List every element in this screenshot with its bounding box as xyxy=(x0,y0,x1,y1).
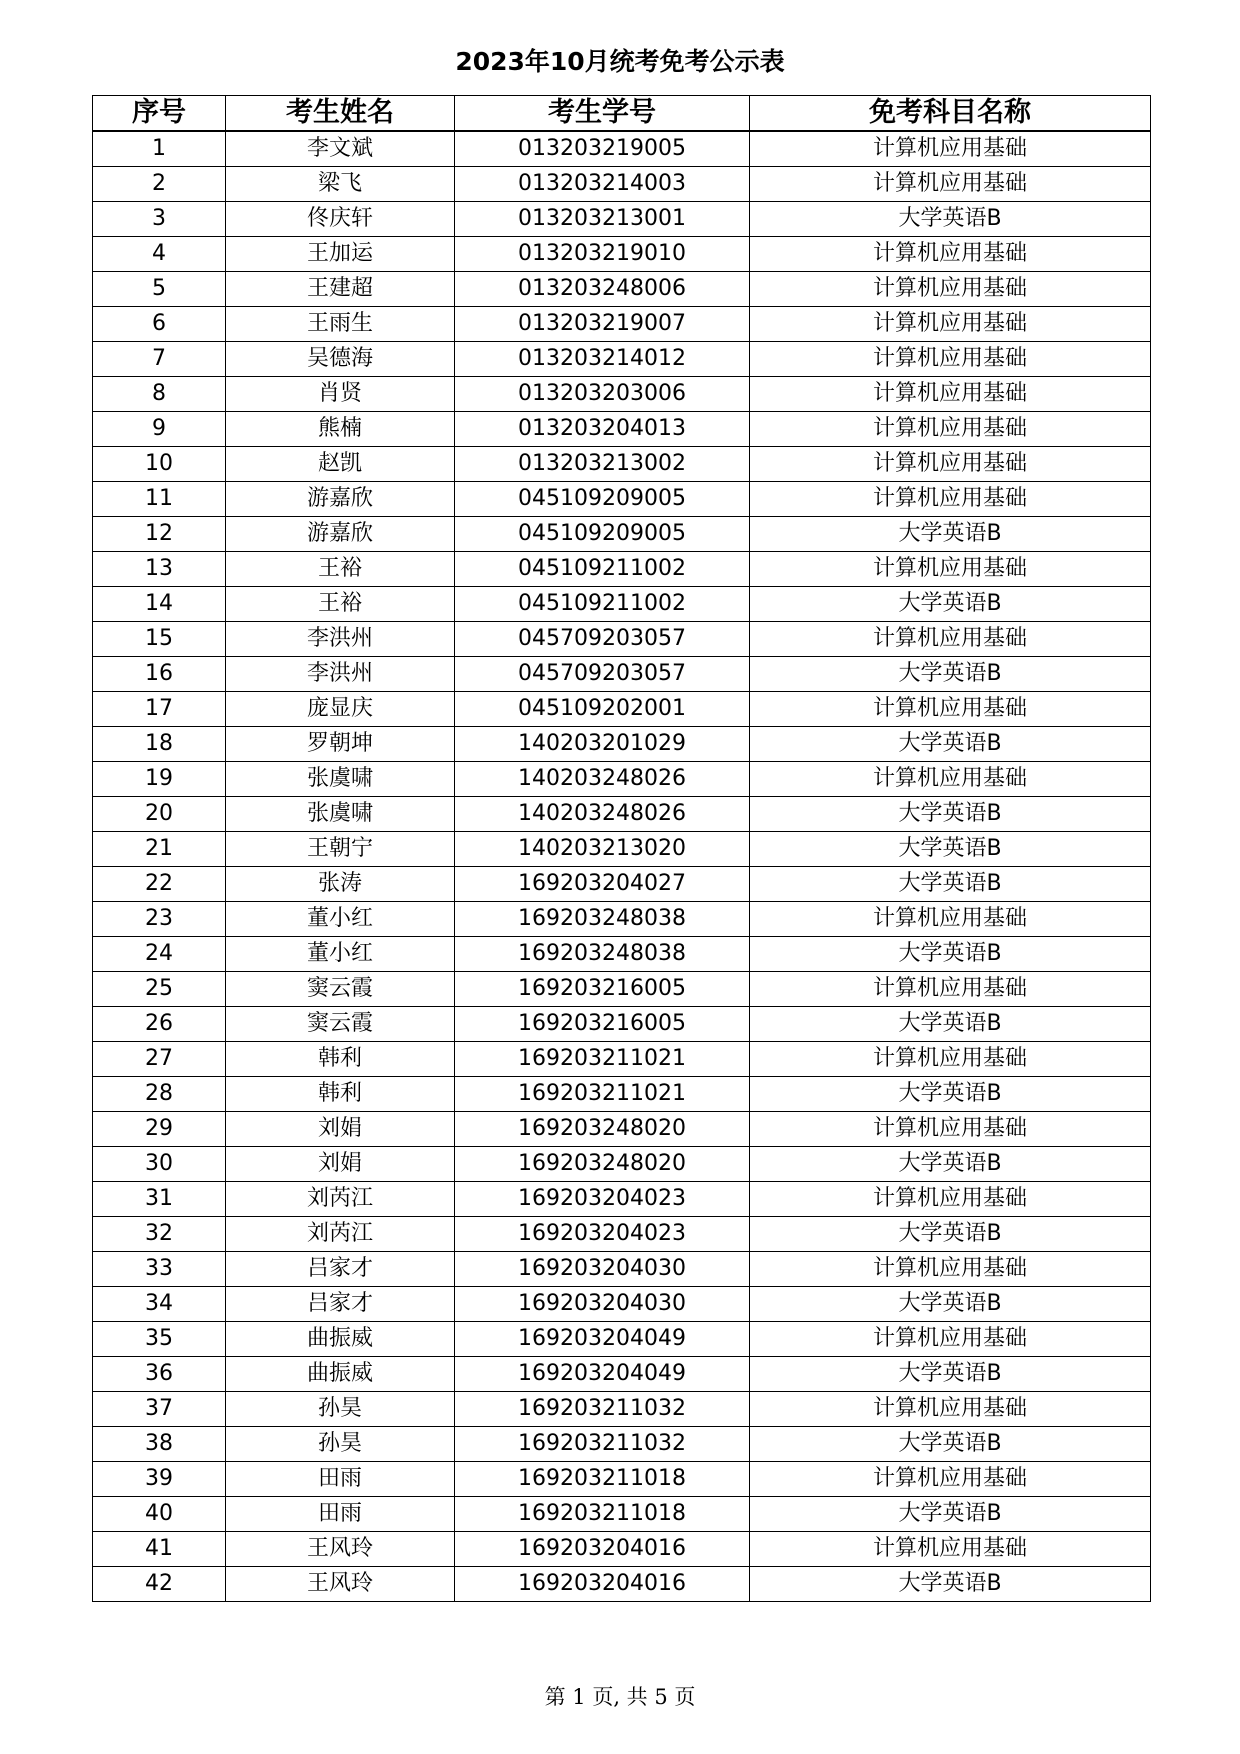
cell-subject: 计算机应用基础 xyxy=(750,342,1151,377)
cell-student-id: 169203204016 xyxy=(455,1567,750,1602)
table-row xyxy=(93,1042,1151,1077)
cell-seq: 6 xyxy=(93,307,226,342)
cell-seq: 4 xyxy=(93,237,226,272)
cell-student-id: 169203204023 xyxy=(455,1182,750,1217)
cell-name: 张虞啸 xyxy=(226,797,455,832)
cell-name: 韩利 xyxy=(226,1042,455,1077)
cell-subject: 大学英语B xyxy=(750,1427,1151,1462)
cell-seq: 10 xyxy=(93,447,226,482)
table-row xyxy=(93,1322,1151,1357)
cell-student-id: 169203216005 xyxy=(455,972,750,1007)
table-row xyxy=(93,937,1151,972)
cell-student-id: 140203201029 xyxy=(455,727,750,762)
cell-student-id: 013203213002 xyxy=(455,447,750,482)
cell-name: 吕家才 xyxy=(226,1252,455,1287)
table-row xyxy=(93,447,1151,482)
cell-student-id: 045109211002 xyxy=(455,587,750,622)
header-name: 考生姓名 xyxy=(226,96,455,132)
cell-subject: 计算机应用基础 xyxy=(750,1182,1151,1217)
cell-seq: 14 xyxy=(93,587,226,622)
cell-seq: 7 xyxy=(93,342,226,377)
cell-subject: 大学英语B xyxy=(750,797,1151,832)
cell-seq: 37 xyxy=(93,1392,226,1427)
header-seq: 序号 xyxy=(93,96,226,132)
cell-student-id: 013203219007 xyxy=(455,307,750,342)
cell-name: 王裕 xyxy=(226,587,455,622)
cell-name: 吕家才 xyxy=(226,1287,455,1322)
cell-student-id: 169203211018 xyxy=(455,1462,750,1497)
cell-subject: 大学英语B xyxy=(750,832,1151,867)
table-row xyxy=(93,902,1151,937)
cell-seq: 35 xyxy=(93,1322,226,1357)
cell-subject: 计算机应用基础 xyxy=(750,482,1151,517)
cell-subject: 计算机应用基础 xyxy=(750,167,1151,202)
table-header-row xyxy=(93,96,1151,132)
table-row xyxy=(93,1077,1151,1112)
cell-student-id: 169203204030 xyxy=(455,1252,750,1287)
cell-subject: 大学英语B xyxy=(750,867,1151,902)
cell-subject: 计算机应用基础 xyxy=(750,1252,1151,1287)
cell-student-id: 169203204027 xyxy=(455,867,750,902)
cell-student-id: 045709203057 xyxy=(455,622,750,657)
cell-subject: 计算机应用基础 xyxy=(750,622,1151,657)
table-row xyxy=(93,797,1151,832)
cell-seq: 39 xyxy=(93,1462,226,1497)
cell-name: 熊楠 xyxy=(226,412,455,447)
cell-name: 张虞啸 xyxy=(226,762,455,797)
cell-name: 李洪州 xyxy=(226,657,455,692)
cell-seq: 18 xyxy=(93,727,226,762)
cell-seq: 28 xyxy=(93,1077,226,1112)
table-row xyxy=(93,587,1151,622)
cell-seq: 42 xyxy=(93,1567,226,1602)
cell-name: 游嘉欣 xyxy=(226,517,455,552)
cell-seq: 30 xyxy=(93,1147,226,1182)
table-row xyxy=(93,622,1151,657)
cell-seq: 36 xyxy=(93,1357,226,1392)
cell-name: 王加运 xyxy=(226,237,455,272)
cell-seq: 27 xyxy=(93,1042,226,1077)
table-row xyxy=(93,1112,1151,1147)
table-row xyxy=(93,272,1151,307)
cell-seq: 40 xyxy=(93,1497,226,1532)
page-number: 第 1 页, 共 5 页 xyxy=(544,1685,696,1709)
cell-student-id: 169203204016 xyxy=(455,1532,750,1567)
cell-subject: 计算机应用基础 xyxy=(750,972,1151,1007)
cell-subject: 计算机应用基础 xyxy=(750,131,1151,167)
table-row xyxy=(93,167,1151,202)
cell-student-id: 169203248038 xyxy=(455,902,750,937)
cell-student-id: 045109209005 xyxy=(455,517,750,552)
table-row xyxy=(93,412,1151,447)
cell-seq: 31 xyxy=(93,1182,226,1217)
cell-name: 王风玲 xyxy=(226,1532,455,1567)
cell-subject: 计算机应用基础 xyxy=(750,552,1151,587)
cell-seq: 25 xyxy=(93,972,226,1007)
cell-seq: 21 xyxy=(93,832,226,867)
cell-student-id: 169203211032 xyxy=(455,1392,750,1427)
cell-student-id: 169203204049 xyxy=(455,1322,750,1357)
cell-student-id: 169203248020 xyxy=(455,1112,750,1147)
cell-name: 张涛 xyxy=(226,867,455,902)
cell-student-id: 169203211018 xyxy=(455,1497,750,1532)
header-student-id: 考生学号 xyxy=(455,96,750,132)
table-row xyxy=(93,727,1151,762)
table-row xyxy=(93,657,1151,692)
cell-name: 孙昊 xyxy=(226,1392,455,1427)
cell-student-id: 013203219010 xyxy=(455,237,750,272)
cell-student-id: 045109209005 xyxy=(455,482,750,517)
cell-seq: 2 xyxy=(93,167,226,202)
cell-seq: 32 xyxy=(93,1217,226,1252)
cell-subject: 大学英语B xyxy=(750,587,1151,622)
cell-seq: 22 xyxy=(93,867,226,902)
table-row xyxy=(93,1567,1151,1602)
table-row xyxy=(93,131,1151,167)
cell-seq: 8 xyxy=(93,377,226,412)
cell-subject: 大学英语B xyxy=(750,1567,1151,1602)
cell-name: 王朝宁 xyxy=(226,832,455,867)
cell-student-id: 169203211021 xyxy=(455,1077,750,1112)
cell-seq: 9 xyxy=(93,412,226,447)
cell-subject: 计算机应用基础 xyxy=(750,1392,1151,1427)
cell-name: 王裕 xyxy=(226,552,455,587)
cell-subject: 大学英语B xyxy=(750,1077,1151,1112)
cell-subject: 大学英语B xyxy=(750,1147,1151,1182)
cell-seq: 16 xyxy=(93,657,226,692)
cell-subject: 计算机应用基础 xyxy=(750,762,1151,797)
cell-seq: 17 xyxy=(93,692,226,727)
cell-name: 李洪州 xyxy=(226,622,455,657)
cell-name: 董小红 xyxy=(226,902,455,937)
cell-seq: 34 xyxy=(93,1287,226,1322)
cell-subject: 大学英语B xyxy=(750,657,1151,692)
cell-seq: 33 xyxy=(93,1252,226,1287)
cell-student-id: 169203211032 xyxy=(455,1427,750,1462)
cell-student-id: 013203213001 xyxy=(455,202,750,237)
cell-student-id: 013203219005 xyxy=(455,131,750,167)
cell-seq: 26 xyxy=(93,1007,226,1042)
cell-student-id: 140203213020 xyxy=(455,832,750,867)
cell-name: 曲振威 xyxy=(226,1322,455,1357)
cell-name: 庞显庆 xyxy=(226,692,455,727)
cell-name: 韩利 xyxy=(226,1077,455,1112)
cell-student-id: 045709203057 xyxy=(455,657,750,692)
table-body xyxy=(93,131,1151,1602)
page-title: 2023年10月统考免考公示表 xyxy=(455,47,785,76)
cell-seq: 24 xyxy=(93,937,226,972)
cell-name: 窦云霞 xyxy=(226,972,455,1007)
table-row xyxy=(93,202,1151,237)
cell-subject: 计算机应用基础 xyxy=(750,1112,1151,1147)
table-row xyxy=(93,1007,1151,1042)
cell-subject: 大学英语B xyxy=(750,1287,1151,1322)
cell-seq: 29 xyxy=(93,1112,226,1147)
table-row xyxy=(93,307,1151,342)
table-row xyxy=(93,1532,1151,1567)
cell-name: 赵凯 xyxy=(226,447,455,482)
cell-student-id: 140203248026 xyxy=(455,797,750,832)
cell-subject: 计算机应用基础 xyxy=(750,1532,1151,1567)
cell-name: 吴德海 xyxy=(226,342,455,377)
table-row xyxy=(93,1217,1151,1252)
table-row xyxy=(93,1147,1151,1182)
cell-subject: 计算机应用基础 xyxy=(750,1322,1151,1357)
cell-name: 王建超 xyxy=(226,272,455,307)
cell-name: 游嘉欣 xyxy=(226,482,455,517)
cell-seq: 23 xyxy=(93,902,226,937)
table-row xyxy=(93,832,1151,867)
table-row xyxy=(93,1427,1151,1462)
table-row xyxy=(93,342,1151,377)
table-row xyxy=(93,1252,1151,1287)
cell-student-id: 013203248006 xyxy=(455,272,750,307)
cell-name: 佟庆轩 xyxy=(226,202,455,237)
cell-seq: 41 xyxy=(93,1532,226,1567)
cell-student-id: 169203204030 xyxy=(455,1287,750,1322)
cell-student-id: 013203204013 xyxy=(455,412,750,447)
cell-student-id: 169203204023 xyxy=(455,1217,750,1252)
cell-subject: 大学英语B xyxy=(750,1007,1151,1042)
table-row xyxy=(93,972,1151,1007)
table-row xyxy=(93,1287,1151,1322)
cell-name: 王风玲 xyxy=(226,1567,455,1602)
cell-name: 田雨 xyxy=(226,1462,455,1497)
cell-subject: 计算机应用基础 xyxy=(750,272,1151,307)
table-row xyxy=(93,517,1151,552)
cell-student-id: 169203204049 xyxy=(455,1357,750,1392)
table-row xyxy=(93,1392,1151,1427)
cell-seq: 19 xyxy=(93,762,226,797)
cell-subject: 大学英语B xyxy=(750,202,1151,237)
cell-student-id: 169203248020 xyxy=(455,1147,750,1182)
cell-student-id: 169203216005 xyxy=(455,1007,750,1042)
cell-seq: 12 xyxy=(93,517,226,552)
cell-student-id: 013203203006 xyxy=(455,377,750,412)
table-row xyxy=(93,1182,1151,1217)
cell-name: 曲振威 xyxy=(226,1357,455,1392)
cell-student-id: 169203248038 xyxy=(455,937,750,972)
cell-seq: 38 xyxy=(93,1427,226,1462)
table-row xyxy=(93,377,1151,412)
cell-name: 刘芮江 xyxy=(226,1182,455,1217)
cell-student-id: 045109202001 xyxy=(455,692,750,727)
cell-subject: 计算机应用基础 xyxy=(750,902,1151,937)
cell-name: 罗朝坤 xyxy=(226,727,455,762)
cell-name: 刘娟 xyxy=(226,1147,455,1182)
cell-subject: 计算机应用基础 xyxy=(750,412,1151,447)
cell-name: 李文斌 xyxy=(226,131,455,167)
cell-name: 刘芮江 xyxy=(226,1217,455,1252)
cell-subject: 大学英语B xyxy=(750,727,1151,762)
cell-subject: 计算机应用基础 xyxy=(750,377,1151,412)
cell-subject: 大学英语B xyxy=(750,1357,1151,1392)
table-row xyxy=(93,482,1151,517)
header-subject: 免考科目名称 xyxy=(750,96,1151,132)
cell-student-id: 169203211021 xyxy=(455,1042,750,1077)
cell-subject: 计算机应用基础 xyxy=(750,1462,1151,1497)
cell-subject: 计算机应用基础 xyxy=(750,447,1151,482)
cell-seq: 20 xyxy=(93,797,226,832)
cell-seq: 5 xyxy=(93,272,226,307)
table-row xyxy=(93,552,1151,587)
table-row xyxy=(93,692,1151,727)
table-row xyxy=(93,762,1151,797)
table-row xyxy=(93,237,1151,272)
cell-seq: 15 xyxy=(93,622,226,657)
cell-name: 窦云霞 xyxy=(226,1007,455,1042)
cell-subject: 计算机应用基础 xyxy=(750,307,1151,342)
cell-seq: 3 xyxy=(93,202,226,237)
cell-name: 王雨生 xyxy=(226,307,455,342)
cell-name: 董小红 xyxy=(226,937,455,972)
cell-seq: 13 xyxy=(93,552,226,587)
cell-name: 肖贤 xyxy=(226,377,455,412)
table-row xyxy=(93,1357,1151,1392)
cell-seq: 11 xyxy=(93,482,226,517)
cell-student-id: 140203248026 xyxy=(455,762,750,797)
cell-student-id: 013203214003 xyxy=(455,167,750,202)
cell-subject: 大学英语B xyxy=(750,937,1151,972)
cell-subject: 计算机应用基础 xyxy=(750,692,1151,727)
cell-seq: 1 xyxy=(93,131,226,167)
cell-subject: 计算机应用基础 xyxy=(750,1042,1151,1077)
cell-subject: 大学英语B xyxy=(750,517,1151,552)
cell-student-id: 013203214012 xyxy=(455,342,750,377)
cell-subject: 大学英语B xyxy=(750,1217,1151,1252)
cell-name: 梁飞 xyxy=(226,167,455,202)
cell-subject: 计算机应用基础 xyxy=(750,237,1151,272)
cell-name: 田雨 xyxy=(226,1497,455,1532)
table-row xyxy=(93,867,1151,902)
cell-subject: 大学英语B xyxy=(750,1497,1151,1532)
cell-name: 孙昊 xyxy=(226,1427,455,1462)
cell-student-id: 045109211002 xyxy=(455,552,750,587)
cell-name: 刘娟 xyxy=(226,1112,455,1147)
table-row xyxy=(93,1462,1151,1497)
exemption-table xyxy=(92,95,1151,1602)
table-row xyxy=(93,1497,1151,1532)
